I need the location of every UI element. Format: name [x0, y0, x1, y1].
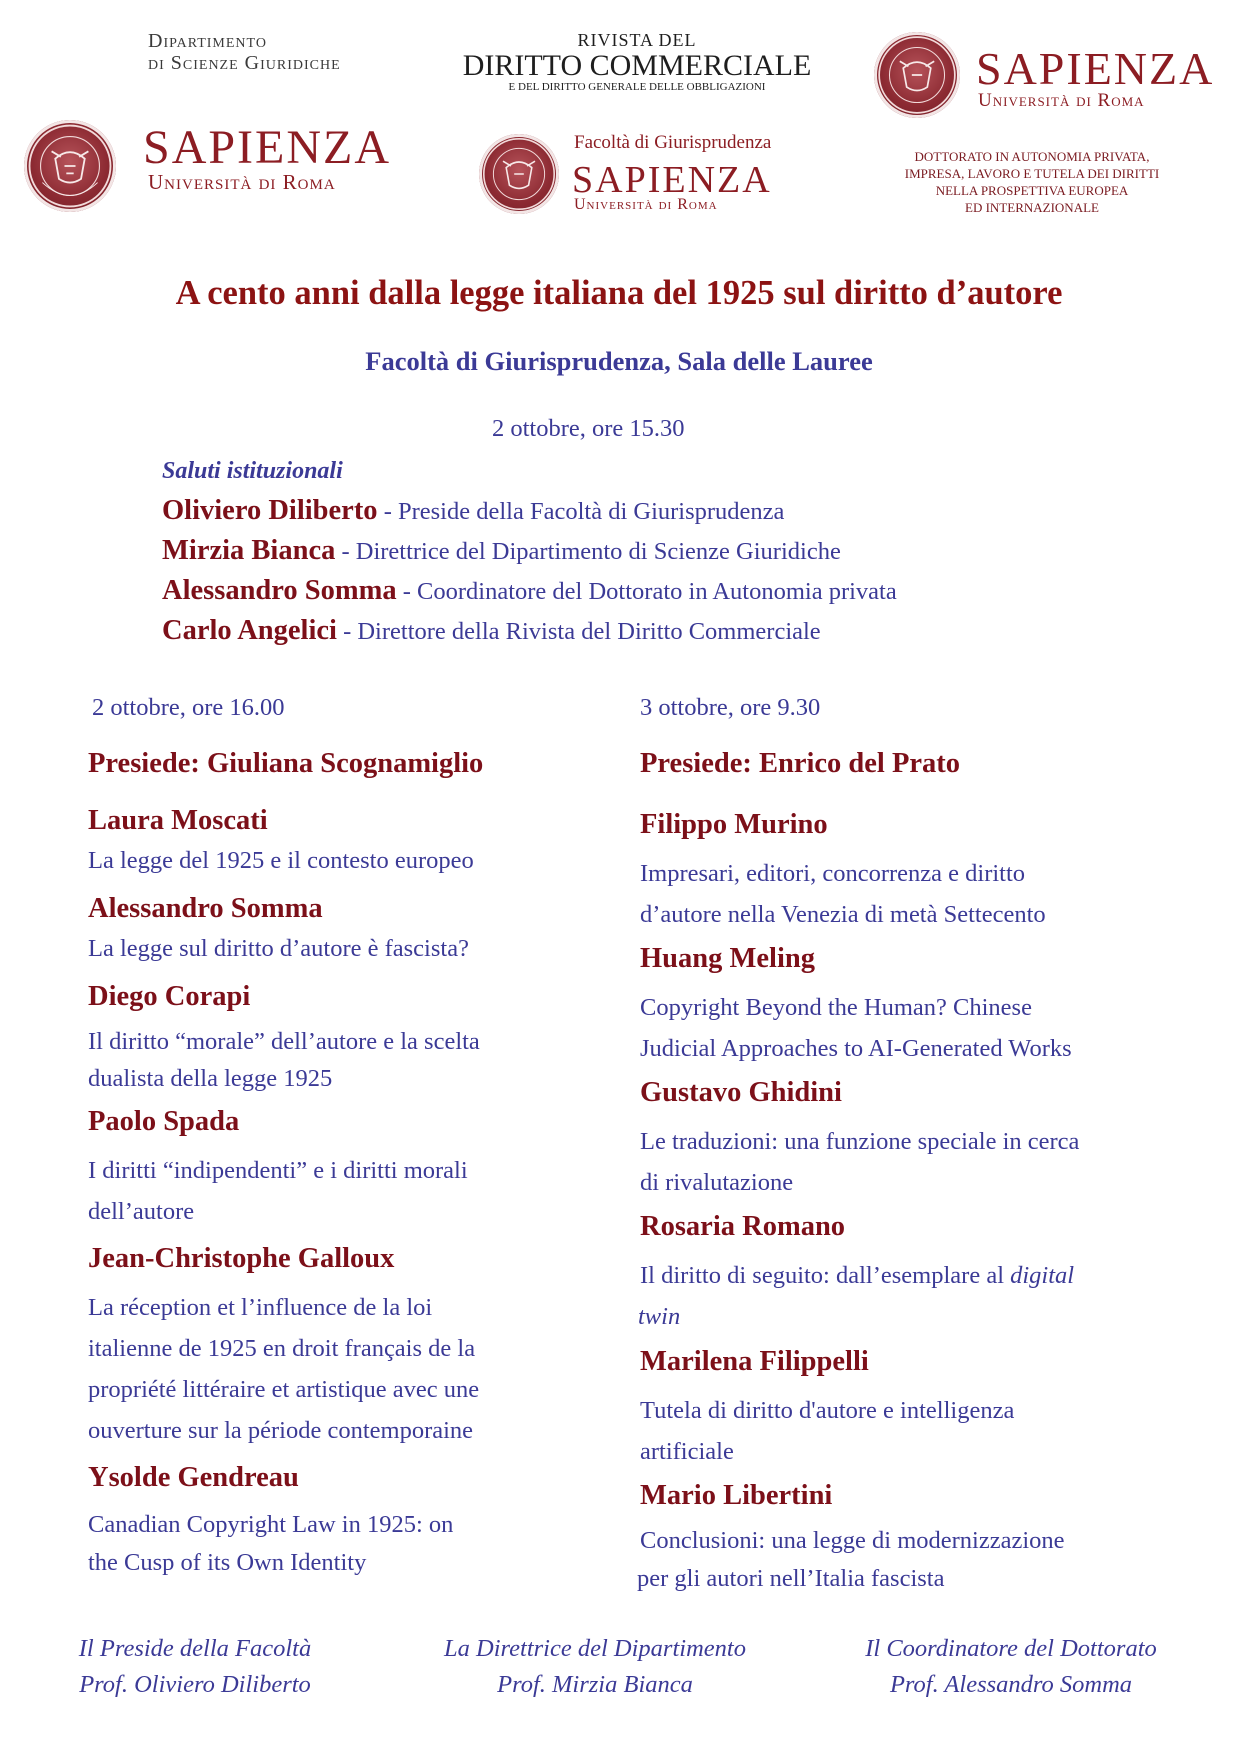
- speaker-name: Jean-Christophe Galloux: [88, 1243, 395, 1274]
- saluti-heading: Saluti istituzionali: [162, 458, 343, 484]
- left-chair: Presiede: Giuliana Scognamiglio: [88, 748, 484, 779]
- talk-line: Conclusioni: una legge di modernizzazione: [640, 1527, 1065, 1554]
- signature-preside: [50, 1631, 340, 1703]
- talk-line: Il diritto “morale” dell’autore e la scelta: [88, 1028, 480, 1055]
- talk-title: [88, 935, 469, 963]
- talk-line: La legge sul diritto d’autore è fascista?: [88, 935, 469, 962]
- dottorato-line3: NELLA PROSPETTIVA EUROPEA: [935, 183, 1129, 199]
- sapienza-seal-right: [874, 32, 960, 118]
- talk-title: [88, 1506, 453, 1582]
- saluti-row: [162, 571, 897, 611]
- speaker-name: Paolo Spada: [88, 1106, 240, 1137]
- signature-role: La Direttrice del Dipartimento: [444, 1635, 746, 1662]
- signature-role: Il Coordinatore del Dottorato: [865, 1635, 1157, 1662]
- talk-line: per gli autori nell’Italia fascista: [637, 1565, 945, 1592]
- sapienza-wordmark-center: SAPIENZA: [572, 159, 772, 201]
- sapienza-seal-center: [479, 134, 559, 214]
- talk-line: the Cusp of its Own Identity: [88, 1549, 367, 1576]
- dottorato-line2: IMPRESA, LAVORO E TUTELA DEI DIRITTI: [904, 166, 1160, 182]
- speaker-name: Rosaria Romano: [640, 1211, 846, 1242]
- talk-title: [640, 853, 1046, 935]
- dept-line2: di Scienze Giuridiche: [148, 52, 341, 75]
- venue: Facoltà di Giurisprudenza, Sala delle Lauree: [365, 346, 873, 376]
- speaker-name: Gustavo Ghidini: [640, 1077, 842, 1108]
- talk-line-italic: digital: [1010, 1262, 1075, 1289]
- talk-title: [637, 1522, 1065, 1598]
- talk-line: I diritti “indipendenti” e i diritti morali: [88, 1157, 468, 1184]
- talk-line: ouverture sur la période contemporaine: [88, 1417, 474, 1444]
- talk-title: [640, 1255, 1074, 1337]
- speaker-name: Ysolde Gendreau: [88, 1462, 299, 1493]
- talk-line: Le traduzioni: una funzione speciale in cerca: [640, 1128, 1080, 1155]
- left-session-date: 2 ottobre, ore 16.00: [92, 694, 285, 721]
- dept-line1: Dipartimento: [148, 30, 267, 52]
- opening-date: 2 ottobre, ore 15.30: [492, 415, 685, 442]
- talk-line-text: Il diritto di seguito: dall’esemplare al: [640, 1262, 1011, 1289]
- talk-line: propriété littéraire et artistique avec une: [88, 1376, 480, 1403]
- header-logos: [0, 0, 1238, 230]
- talk-line: d’autore nella Venezia di metà Settecento: [640, 901, 1046, 928]
- speaker-name: Alessandro Somma: [88, 893, 323, 924]
- talk-line: La legge del 1925 e il contesto europeo: [88, 847, 474, 874]
- saluti-name: Alessandro Somma: [162, 575, 397, 606]
- talk-line: Impresari, editori, concorrenza e diritto: [640, 860, 1026, 887]
- talk-line: Canadian Copyright Law in 1925: on: [88, 1511, 454, 1538]
- talk-title: [88, 847, 474, 875]
- talk-line: [640, 1255, 1074, 1296]
- dottorato-caption: [884, 148, 1180, 217]
- rivista-line2: DIRITTO COMMERCIALE: [462, 49, 812, 82]
- talk-title: [640, 1390, 1014, 1472]
- signature-name: Prof. Alessandro Somma: [889, 1671, 1133, 1698]
- saluti-name: Mirzia Bianca: [162, 535, 336, 566]
- saluti-row: [162, 491, 897, 531]
- dept-name: [148, 30, 341, 75]
- signature-direttrice: [410, 1631, 780, 1703]
- speaker-name: Laura Moscati: [88, 805, 268, 836]
- talk-line: di rivalutazione: [640, 1169, 794, 1196]
- talk-line: dell’autore: [88, 1198, 195, 1225]
- talk-line: Judicial Approaches to AI-Generated Works: [640, 1035, 1072, 1062]
- sapienza-sub-left: Università di Roma: [148, 170, 336, 194]
- dottorato-line1: DOTTORATO IN AUTONOMIA PRIVATA,: [914, 149, 1150, 164]
- right-chair: Presiede: Enrico del Prato: [640, 748, 961, 779]
- right-session-date: 3 ottobre, ore 9.30: [640, 694, 821, 721]
- rivista-line1: RIVISTA DEL: [577, 30, 697, 50]
- talk-title: [88, 1150, 468, 1232]
- talk-line: dualista della legge 1925: [88, 1065, 333, 1092]
- signature-name: Prof. Mirzia Bianca: [497, 1671, 693, 1698]
- talk-title: [640, 987, 1072, 1069]
- rivista-masthead: [462, 30, 812, 93]
- signature-role: Il Preside della Facoltà: [78, 1635, 312, 1662]
- saluti-istituzionali: [162, 458, 897, 651]
- talk-line: Tutela di diritto d'autore e intelligenza: [640, 1397, 1015, 1424]
- signature-coordinatore: [836, 1631, 1186, 1703]
- saluti-row: [162, 531, 897, 571]
- page-title: A cento anni dalla legge italiana del 1925 sul diritto d’autore: [175, 274, 1063, 312]
- speaker-name: Huang Meling: [640, 943, 815, 974]
- talk-title: [640, 1121, 1079, 1203]
- sapienza-wordmark-left: SAPIENZA: [143, 121, 392, 174]
- saluti-role: - Preside della Facoltà di Giurisprudenza: [377, 498, 785, 525]
- talk-line-italic: twin: [638, 1303, 681, 1330]
- speaker-name: Diego Corapi: [88, 981, 251, 1012]
- talk-line: Copyright Beyond the Human? Chinese: [640, 994, 1032, 1021]
- talk-title: [88, 1023, 480, 1097]
- talk-line: La réception et l’influence de la loi: [88, 1294, 433, 1321]
- saluti-role: - Direttrice del Dipartimento di Scienze Giuridiche: [335, 538, 841, 565]
- signature-name: Prof. Oliviero Diliberto: [79, 1671, 311, 1698]
- talk-line: artificiale: [640, 1438, 734, 1465]
- talk-title: [88, 1287, 479, 1451]
- saluti-role: - Direttore della Rivista del Diritto Commerciale: [336, 618, 821, 645]
- speaker-name: Mario Libertini: [640, 1480, 833, 1511]
- sapienza-sub-right: Università di Roma: [978, 90, 1145, 111]
- dottorato-line4: ED INTERNAZIONALE: [965, 200, 1099, 216]
- saluti-role: - Coordinatore del Dottorato in Autonomia privata: [396, 578, 897, 605]
- saluti-name: Carlo Angelici: [162, 615, 337, 646]
- sapienza-wordmark-right: SAPIENZA: [976, 43, 1215, 94]
- facolta-label: Facoltà di Giurisprudenza: [574, 132, 772, 153]
- speaker-name: Marilena Filippelli: [640, 1346, 869, 1377]
- sapienza-seal-left: [24, 120, 116, 212]
- saluti-name: Oliviero Diliberto: [162, 495, 378, 526]
- rivista-line3: E DEL DIRITTO GENERALE DELLE OBBLIGAZIONI: [508, 81, 766, 93]
- saluti-row: [162, 611, 897, 651]
- talk-line: italienne de 1925 en droit français de la: [88, 1335, 476, 1362]
- sapienza-sub-center: Università di Roma: [574, 196, 718, 213]
- speaker-name: Filippo Murino: [640, 809, 828, 840]
